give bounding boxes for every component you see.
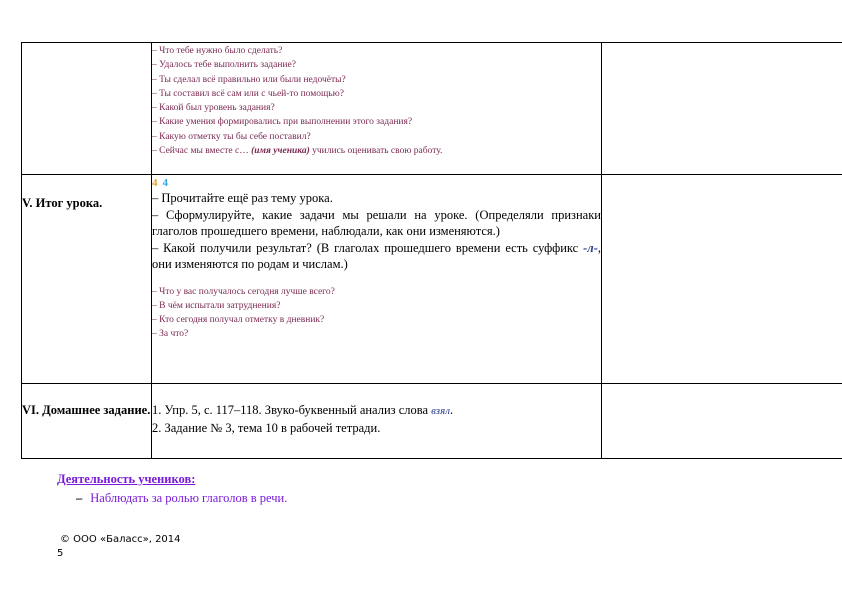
reflection-question: – Какую отметку ты бы себе поставил? [152, 131, 311, 142]
summary-text: , они изменяются по родам и числам.) [152, 240, 601, 271]
notes-cell [602, 43, 842, 175]
content-cell [152, 43, 602, 175]
stage-title: V. Итог урока. [22, 196, 103, 210]
summary-line: – Сформулируйте, какие задачи мы решали на уроке. (Определяли признаки глаголов прошедшего времени, наблюдали, как они изменяются.) [152, 207, 601, 238]
copyright: © ООО «Баласс», 2014 [60, 534, 181, 545]
activity-text: Наблюдать за ролью глаголов в речи. [90, 491, 288, 505]
homework-line: 2. Задание № 3, тема 10 в рабочей тетради. [152, 421, 381, 435]
page-number: 5 [57, 548, 64, 559]
reflection-question: – В чём испытали затруднения? [152, 300, 281, 311]
suffix-marker: -л- [583, 240, 598, 255]
reflection-question: – Ты сделал всё правильно или были недочёты? [152, 74, 346, 85]
reflection-question: – За что? [152, 329, 189, 340]
reflection-question: – Кто сегодня получал отметку в дневник? [152, 315, 325, 326]
reflection-question: – Что тебе нужно было сделать? [152, 46, 283, 56]
activity-title: Деятельность учеников: [57, 472, 196, 486]
homework-line [152, 402, 601, 420]
question-text: – Сейчас мы вместе с… [152, 146, 252, 157]
content-cell [152, 175, 602, 384]
analysis-word: взял [431, 405, 451, 417]
activity-item [76, 491, 287, 506]
reflection-question [152, 144, 601, 158]
notes-cell [602, 384, 842, 459]
reflection-question: – Какой был уровень задания? [152, 103, 275, 114]
task-numbers [152, 175, 601, 190]
summary-text: – Какой получили результат? (В глаголах прошедшего времени есть суффикс [152, 240, 584, 255]
table-row [22, 384, 842, 459]
question-text: учились оценивать свою работу. [309, 146, 443, 157]
list-dash: – [76, 491, 83, 505]
stage-cell [22, 175, 152, 384]
stage-cell [22, 384, 152, 459]
homework-text: . [450, 403, 454, 417]
table-row [22, 175, 842, 384]
table-row [22, 43, 842, 175]
stage-cell [22, 43, 152, 175]
homework-text: 1. Упр. 5, с. 117–118. Звуко-буквенный анализ слова [152, 403, 432, 417]
content-cell [152, 384, 602, 459]
summary-line [152, 240, 601, 273]
reflection-question: – Ты составил всё сам или с чьей-то помощью? [152, 88, 344, 99]
student-name-placeholder: (имя ученика) [251, 146, 310, 157]
number-blue: 4 [162, 177, 168, 189]
summary-line: – Прочитайте ещё раз тему урока. [152, 191, 333, 205]
reflection-question: – Что у вас получалось сегодня лучше всего? [152, 286, 335, 297]
reflection-question: – Какие умения формировались при выполнении этого задания? [152, 117, 413, 128]
reflection-question: – Удалось тебе выполнить задание? [152, 60, 296, 71]
notes-cell [602, 175, 842, 384]
stage-title: VI. Домашнее задание. [22, 403, 151, 417]
lesson-table [21, 42, 842, 459]
number-orange: 4 [152, 177, 158, 189]
